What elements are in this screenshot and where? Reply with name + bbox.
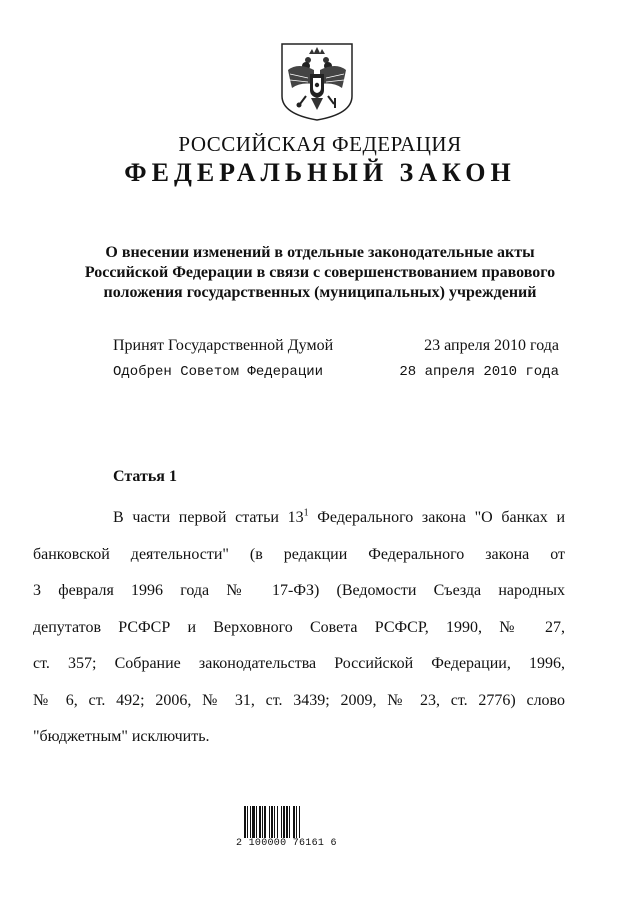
article-line: [113, 500, 565, 537]
council-approval-date: 28 апреля 2010 года: [399, 364, 559, 380]
barcode-bar: [299, 806, 300, 838]
subject-line: О внесении изменений в отдельные законодательные акты: [105, 244, 535, 261]
barcode-bar: [247, 806, 248, 838]
barcode-number: 2 100000 76161 6: [236, 838, 337, 849]
document-title: ФЕДЕРАЛЬНЫЙ ЗАКОН: [124, 158, 516, 187]
barcode-bar: [250, 806, 251, 838]
subject-line: Российской Федерации в связи с совершенствованием правового: [84, 264, 556, 281]
barcode-bar: [277, 806, 278, 838]
article-line: депутатов РСФСР и Верховного Совета РСФСР, 1990, № 27,: [33, 618, 565, 636]
state-emblem: [278, 40, 356, 122]
barcode-bar: [296, 806, 297, 838]
article-line: 3 февраля 1996 года № 17-ФЗ) (Ведомости Съезда народных: [33, 582, 565, 599]
barcode-image: [232, 800, 332, 840]
barcode-bar: [264, 806, 266, 838]
barcode-bar: [286, 806, 288, 838]
barcode-bar: [281, 806, 282, 838]
article-line: ст. 357; Собрание законодательства Российской Федерации, 1996,: [33, 655, 565, 672]
barcode-bar: [262, 806, 263, 838]
article-line: № 6, ст. 492; 2006, № 31, ст. 3439; 2009, № 23, ст. 2776) слово: [33, 691, 565, 709]
barcode-bar: [256, 806, 257, 838]
duma-adoption-label: Принят Государственной Думой: [113, 337, 334, 354]
superscript: 1: [303, 507, 309, 519]
barcode-bar: [283, 806, 285, 838]
law-subject: [0, 243, 640, 303]
article-body: [33, 500, 566, 756]
council-approval-row: [113, 364, 559, 380]
article-text: Федерального закона "О банках и: [308, 509, 566, 526]
double-headed-eagle-icon: [278, 40, 356, 122]
article-line: "бюджетным" исключить.: [33, 728, 210, 745]
barcode-bar: [289, 806, 290, 838]
duma-adoption-date: 23 апреля 2010 года: [424, 337, 559, 354]
barcode-bar: [269, 806, 270, 838]
barcode-bar: [293, 806, 295, 838]
barcode-bar: [252, 806, 255, 838]
article-heading: Статья 1: [113, 468, 177, 485]
article-line: банковской деятельности" (в редакции Федерального закона от: [33, 545, 565, 563]
barcode-bar: [259, 806, 261, 838]
barcode-bar: [271, 806, 273, 838]
country-name: РОССИЙСКАЯ ФЕДЕРАЦИЯ: [178, 132, 462, 156]
barcode-bar: [244, 806, 246, 838]
article-text: В части первой статьи 13: [113, 509, 304, 526]
duma-adoption-row: [113, 337, 559, 355]
barcode-bar: [274, 806, 275, 838]
subject-line: положения государственных (муниципальных) учреждений: [103, 284, 537, 301]
council-approval-label: Одобрен Советом Федерации: [113, 364, 324, 380]
